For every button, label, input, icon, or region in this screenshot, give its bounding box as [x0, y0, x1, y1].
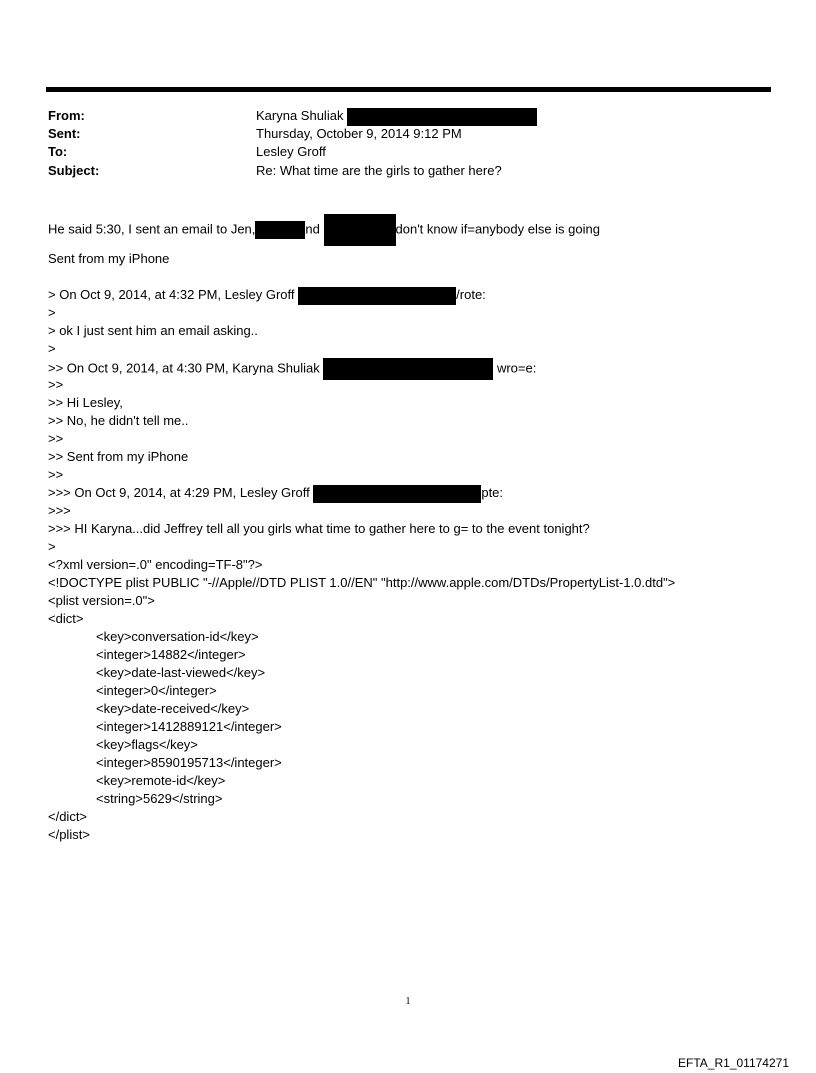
- from-value: [256, 107, 537, 126]
- from-label: From:: [48, 108, 85, 123]
- xml-line: </plist>: [48, 827, 90, 842]
- blank-line: [48, 268, 788, 286]
- redaction-box: [313, 485, 481, 503]
- quote-text-segment: pte:: [481, 485, 504, 500]
- subject-label: Subject:: [48, 162, 100, 178]
- quote-line: >>: [48, 467, 64, 482]
- sent-label: Sent:: [48, 126, 81, 142]
- quote-line: [48, 484, 788, 502]
- signature-line: Sent from my iPhone: [48, 251, 170, 266]
- body-line: [48, 214, 788, 237]
- quote-line: >>: [48, 431, 64, 446]
- quote-line: [48, 358, 788, 376]
- body-text-segment: don't know if=anybody else is going: [395, 221, 600, 237]
- quote-line: >>: [48, 377, 64, 392]
- quote-line: >: [48, 305, 56, 320]
- redaction-box: [298, 287, 456, 305]
- xml-line: <!DOCTYPE plist PUBLIC "-//Apple//DTD PLIST 1.0//EN" "http://www.apple.com/DTDs/PropertyList-1.0.dtd">: [48, 575, 676, 590]
- quote-line: >>>: [48, 503, 71, 518]
- xml-line: <key>remote-id</key>: [96, 773, 226, 788]
- redaction-box: [255, 221, 305, 239]
- xml-line: <key>date-received</key>: [96, 701, 250, 716]
- xml-line: <key>flags</key>: [96, 737, 198, 752]
- xml-line: <plist version=.0">: [48, 593, 155, 608]
- xml-line: <integer>0</integer>: [96, 683, 217, 698]
- quote-text-segment: /rote:: [456, 287, 486, 302]
- from-name: Karyna Shuliak: [256, 108, 344, 123]
- body-text-segment: He said 5:30, I sent an email to Jen,: [48, 221, 256, 237]
- quote-text-segment: >> On Oct 9, 2014, at 4:30 PM, Karyna Shuliak: [48, 360, 320, 376]
- xml-line: <?xml version=.0" encoding=TF-8"?>: [48, 557, 263, 572]
- to-value: Lesley Groff: [256, 144, 326, 160]
- email-body: [48, 214, 788, 844]
- xml-line: </dict>: [48, 809, 88, 824]
- quote-line: >> Sent from my iPhone: [48, 449, 189, 464]
- xml-line: <key>date-last-viewed</key>: [96, 665, 266, 680]
- quote-text-segment: >>> On Oct 9, 2014, at 4:29 PM, Lesley Groff: [48, 485, 310, 500]
- quote-line: >> Hi Lesley,: [48, 395, 123, 410]
- quote-line: [48, 286, 788, 304]
- xml-line: <integer>14882</integer>: [96, 647, 246, 662]
- redaction-box: [324, 214, 396, 246]
- xml-line: <integer>1412889121</integer>: [96, 719, 282, 734]
- quote-line: >: [48, 341, 56, 356]
- quote-line: > ok I just sent him an email asking..: [48, 323, 258, 338]
- xml-line: <integer>8590195713</integer>: [96, 755, 282, 770]
- header-rule: [46, 87, 771, 92]
- body-text-segment: nd: [305, 221, 320, 237]
- xml-line: <key>conversation-id</key>: [96, 629, 259, 644]
- quote-line: >: [48, 539, 56, 554]
- redaction-box: [347, 108, 537, 126]
- subject-value: Re: What time are the girls to gather here?: [256, 162, 502, 178]
- quote-text-segment: wro=e:: [496, 360, 537, 376]
- to-label: To:: [48, 144, 68, 160]
- document-id: EFTA_R1_01174271: [678, 1056, 789, 1070]
- quote-text-segment: > On Oct 9, 2014, at 4:32 PM, Lesley Groff: [48, 287, 295, 302]
- xml-line: <dict>: [48, 611, 84, 626]
- quote-line: >>> HI Karyna...did Jeffrey tell all you girls what time to gather here to g= to the event tonight?: [48, 521, 590, 536]
- xml-line: <string>5629</string>: [96, 791, 223, 806]
- sent-value: Thursday, October 9, 2014 9:12 PM: [256, 126, 462, 142]
- quote-line: >> No, he didn't tell me..: [48, 413, 189, 428]
- page-number: 1: [405, 996, 411, 1007]
